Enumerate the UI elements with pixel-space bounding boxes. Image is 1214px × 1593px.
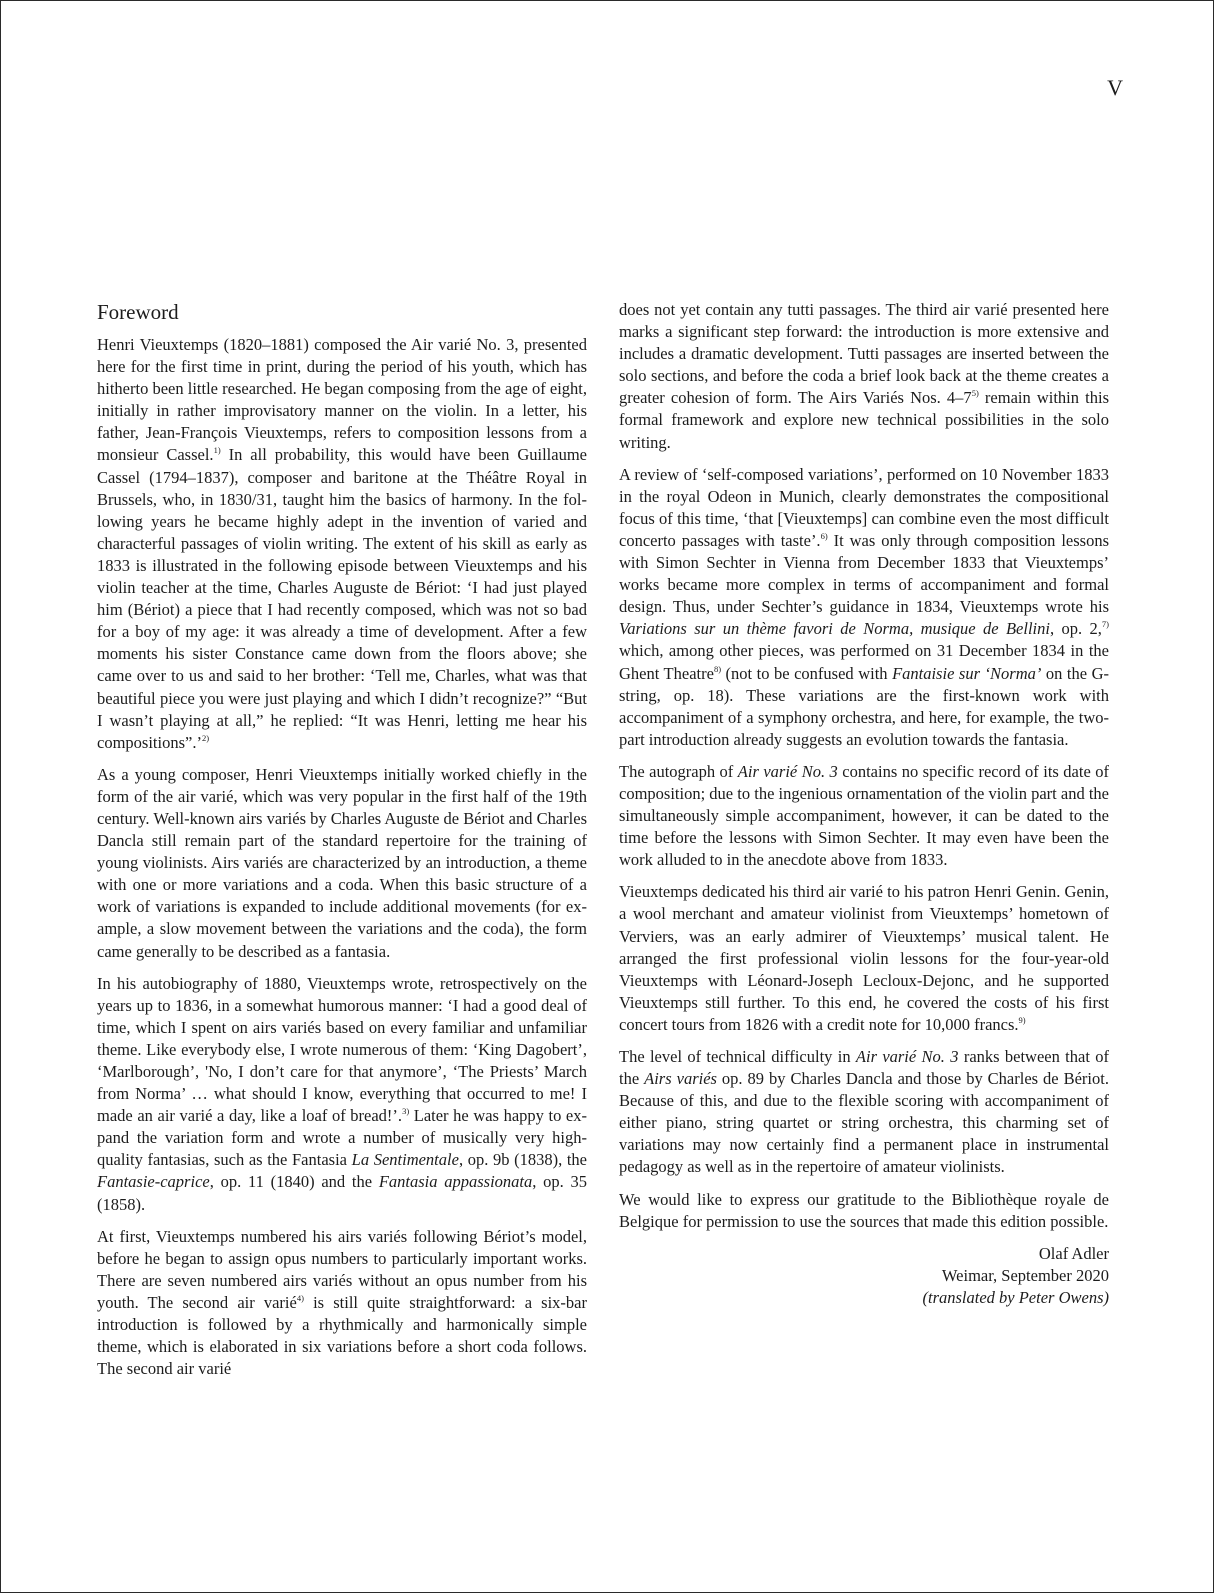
text-run: is still quite straightforward: a six-bar introduction is followed by a rhythmically and harmonically simple theme, which is elaborated in six variations before a short coda follows. The second air varié <box>97 1292 587 1379</box>
text-run: ranks between that of the <box>619 1047 1109 1089</box>
text-run: , op. 2, <box>1049 619 1102 639</box>
paragraph <box>619 761 1109 871</box>
footnote-ref: 7) <box>1101 619 1109 630</box>
footnote-ref: 4) <box>296 1292 304 1303</box>
right-column <box>619 299 1109 1309</box>
text-run: (not to be confused with <box>721 663 893 683</box>
paragraph: We would like to express our gratitude to the Bibliothèque royale de Belgique for permission to use the sources that made this edition possible. <box>619 1189 1109 1231</box>
text-run: , op. 35 (1858). <box>97 1172 588 1214</box>
work-title: Fantasie-caprice <box>97 1172 210 1192</box>
work-title: La Sentimentale <box>351 1150 459 1170</box>
footnote-ref: 3) <box>402 1106 410 1117</box>
work-title: Variations sur un thème favori de Norma, musique de Bellini <box>619 619 1050 639</box>
work-title: Air varié No. 3 <box>855 1047 959 1066</box>
text-run: Henri Vieuxtemps (1820–1881) composed the Air varié No. 3, presented here for the first time in print, during the period of his youth, which has hitherto been little researched. He began composing from the age of eight, initially in rather improvisatory manner on the violin. In a letter, his father, Jean-François Vieuxtemps, refers to composition lessons from a monsieur Cassel. <box>97 335 587 465</box>
signature-block <box>619 1243 1109 1309</box>
footnote-ref: 2) <box>201 732 210 743</box>
footnote-ref: 9) <box>1018 1014 1026 1025</box>
left-column <box>97 299 587 1390</box>
text-run: The autograph of <box>619 761 738 781</box>
place-date: Weimar, September 2020 <box>941 1265 1109 1285</box>
footnote-ref: 8) <box>713 663 722 674</box>
paragraph <box>97 1226 587 1381</box>
text-run: In all probability, this would have been Guillaume Cassel (1794–1837), composer and baritone at the Théâtre Royal in Brussels, who, in 1830/31, taught him the basics of harmony. In the following years he became highly adept in the invention of varied and characterful passages of violin writing. The extent of his skill as early as 1833 is illustrated in the following episode between Vieuxtemps and his violin teacher at the time, Charles Auguste de Bériot: ‘I had just played him (Bériot) a piece that I had recently composed, which was not so bad for a boy of my age: it was already a time of development. After a few moments his sister Constance came down from the floors above; she came over to us and said to her brother: ‘Tell me, Charles, what was that beautiful piece you were just playing and which I didn’t recognize?” “But I wasn’t playing at all,” he replied: “It was Henri, letting me hear his compositions”.’ <box>97 445 587 752</box>
paragraph <box>619 464 1109 751</box>
text-run: Later he was happy to expand the variation form and wrote a number of musically very high-quality fantasias, such as the Fantasia <box>97 1106 587 1170</box>
author-name: Olaf Adler <box>1038 1243 1109 1263</box>
text-run: on the G-string, op. 18). These variations are the first-known work with accompaniment of a symphony orchestra, and here, for example, the two-part introduction already suggests an evolution towards the fantasia. <box>619 663 1109 749</box>
paragraph <box>97 334 587 754</box>
work-title: Fantaisie sur ‘Norma’ <box>892 663 1042 683</box>
text-run: contains no specific record of its date of composition; due to the ingenious ornamentation of the violin part and the simultaneously simple accompaniment, however, it can be dated to the time before the lessons with Simon Sechter. It may even have been the work alluded to in the anecdote above from 1833. <box>619 761 1109 870</box>
text-run: which, among other pieces, was performed on 31 December 1834 in the Ghent Theatre <box>619 641 1109 683</box>
text-run: The level of technical difficulty in <box>619 1047 856 1066</box>
translator-text: (translated by Peter Owens) <box>922 1287 1109 1307</box>
text-run: In his autobiography of 1880, Vieuxtemps wrote, retrospectively on the years up to 1836, in a somewhat humorous manner: ‘I had a good deal of time, which I spent on airs variés based on every familiar and unfamiliar theme. Like everybody else, I wrote numerous of them: ‘King Dagobert’, ‘Marlborough’, 'No, I don’t care for that anymore’, ‘The Priests’ March from Norma’ … what should I know, everything that occurred to me! I made an air varié a day, like a loaf of bread!’. <box>97 973 587 1126</box>
text-run: Vieuxtemps dedicated his third air varié to his patron Henri Genin. Genin, a wool merchant and amateur violinist from Vieuxtemps’ hometown of Verviers, was an early admirer of Vieuxtemps’ musical talent. He arranged the first professional violin lessons for the four-year-old Vieuxtemps with Léonard-Joseph Lecloux-Dejonc, and he supported Vieuxtemps still further. To this end, he covered the costs of his first concert tours from 1826 with a credit note for 10,000 francs. <box>619 882 1109 1034</box>
page-number: V <box>1107 75 1123 100</box>
translator-credit <box>619 1287 1109 1309</box>
footnote-ref: 1) <box>213 445 221 456</box>
section-heading: Foreword <box>97 300 179 324</box>
paragraph <box>619 1046 1109 1179</box>
work-title: Airs variés <box>644 1069 717 1089</box>
text-run: op. 89 by Charles Dancla and those by Charles de Bériot. Because of this, and due to the flexible scoring with accompaniment of either piano, string quartet or string orchestra, this charming set of variations may now certainly find a permanent place in instrumental pedagogy as well as in the repertoire of amateur violinists. <box>619 1069 1109 1177</box>
work-title: Air varié No. 3 <box>737 761 838 781</box>
paragraph <box>97 973 587 1216</box>
footnote-ref: 6) <box>820 530 828 541</box>
paragraph <box>619 881 1109 1036</box>
paragraph: As a young composer, Henri Vieuxtemps initially worked chiefly in the form of the air varié, which was very popular in the first half of the 19th century. Well-known airs variés by Charles Auguste de Bériot and Charles Dancla still remain part of the standard repertoire for the training of young violinists. Airs variés are characterized by an introduction, a theme with one or more variations and a coda. When this basic structure of a work of variations is expanded to include additional movements (for example, a slow movement between the variations and the coda), the form came generally to be described as a fantasia. <box>97 764 587 961</box>
paragraph <box>619 299 1109 454</box>
text-run: remain within this formal framework and explore new technical possibilities in the solo writing. <box>619 388 1109 452</box>
text-run: At first, Vieuxtemps numbered his airs variés following Bériot’s model, before he began to assign opus numbers to particularly important works. There are seven numbered airs variés without an opus number from his youth. The second air varié <box>97 1226 587 1312</box>
text-run: It was only through composition lessons with Simon Sechter in Vienna from December 1833 that Vieuxtemps’ works became more complex in terms of accompaniment and formal design. Thus, under Sechter’s guidance in 1834, Vieuxtemps wrote his <box>619 530 1109 617</box>
text-run: does not yet contain any tutti passages. The third air varié presented here marks a significant step forward: the introduction is more extensive and includes a dramatic development. Tutti passages are inserted between the solo sections, and before the coda a brief look back at the theme creates a greater cohesion of form. The Airs Variés Nos. 4–7 <box>619 300 1109 408</box>
footnote-ref: 5) <box>971 388 979 399</box>
text-run: , op. 9b (1838), the <box>458 1150 588 1170</box>
text-run: A review of ‘self-composed variations’, performed on 10 November 1833 in the royal Odeon in Munich, clearly demonstrates the compositional focus of this time, ‘that [Vieuxtemps] can combine even the most difficult concerto passages with taste’. <box>619 464 1109 550</box>
work-title: Fantasia appassionata <box>378 1172 533 1192</box>
text-run: , op. 11 (1840) and the <box>209 1172 379 1192</box>
